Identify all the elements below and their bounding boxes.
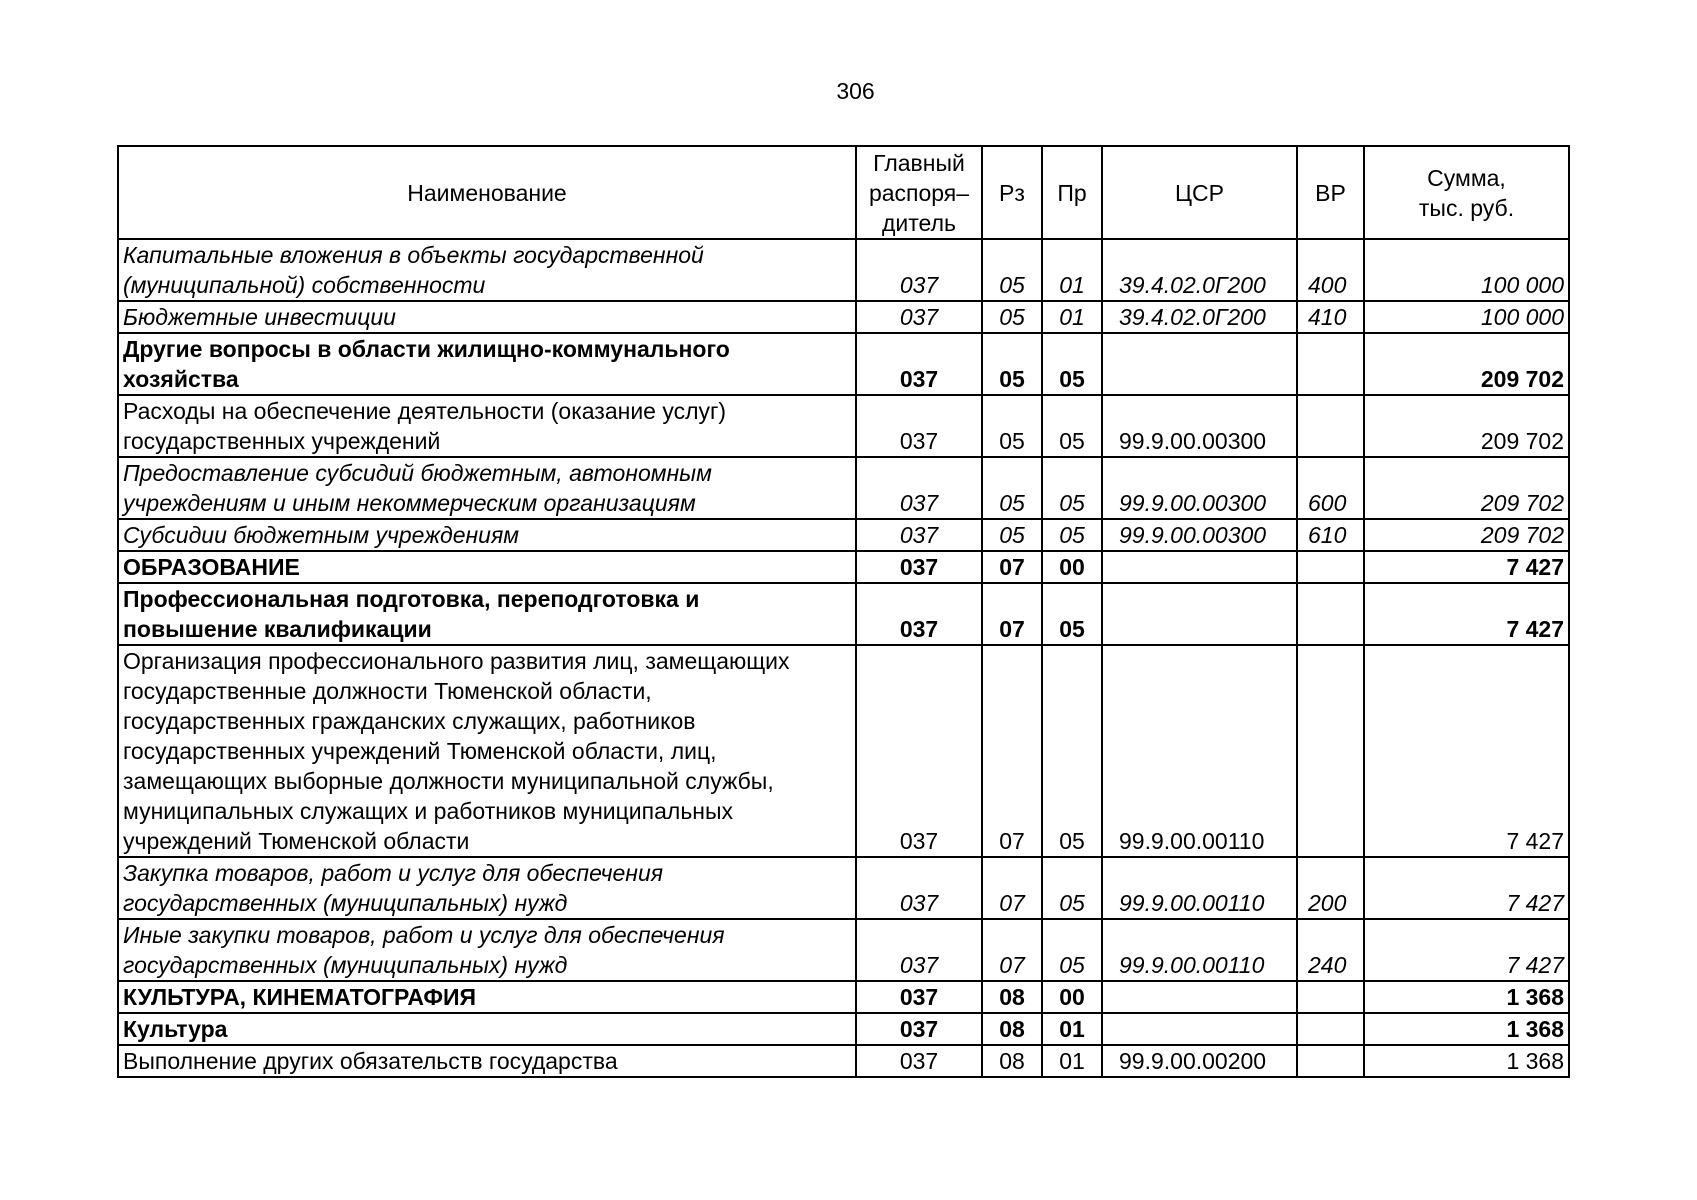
cell-name [118, 1013, 856, 1045]
cell-target-article [1102, 333, 1297, 395]
cell-expense-type: 400 [1297, 239, 1364, 301]
cell-subsection: 05 [1042, 395, 1102, 457]
cell-main-manager: 037 [856, 457, 982, 519]
cell-main-manager: 037 [856, 645, 982, 857]
cell-expense-type: 410 [1297, 301, 1364, 333]
cell-expense-type: 240 [1297, 919, 1364, 981]
cell-target-article [1102, 1013, 1297, 1045]
cell-target-article: 99.9.00.00200 [1102, 1045, 1297, 1077]
cell-expense-type: 610 [1297, 519, 1364, 551]
cell-name-line: КУЛЬТУРА, КИНЕМАТОГРАФИЯ [123, 984, 477, 1010]
cell-target-article: 99.9.00.00110 [1102, 919, 1297, 981]
header-main-manager-line-3: дитель [882, 209, 956, 236]
header-sum-line-2: тыс. руб. [1418, 194, 1515, 221]
cell-subsection: 01 [1042, 1045, 1102, 1077]
cell-subsection: 05 [1042, 857, 1102, 919]
cell-name [118, 333, 856, 395]
cell-sum: 100 000 [1364, 239, 1569, 301]
cell-sum: 1 368 [1364, 981, 1569, 1013]
cell-expense-type [1297, 1013, 1364, 1045]
header-sum-line-1: Сумма, [1427, 164, 1506, 191]
cell-sum: 1 368 [1364, 1045, 1569, 1077]
cell-name-line: Профессиональная подготовка, переподготовка и [123, 586, 700, 612]
cell-sum: 1 368 [1364, 1013, 1569, 1045]
cell-target-article: 99.9.00.00300 [1102, 519, 1297, 551]
cell-name-line: государственных (муниципальных) нужд [123, 952, 568, 978]
header-sum [1364, 146, 1569, 239]
cell-main-manager: 037 [856, 1013, 982, 1045]
cell-main-manager: 037 [856, 857, 982, 919]
cell-name-line: Капитальные вложения в объекты государственной [123, 242, 704, 268]
table-row [118, 519, 1569, 551]
cell-name-line: повышение квалификации [123, 616, 432, 642]
cell-section: 07 [982, 857, 1042, 919]
page-number: 306 [836, 78, 875, 104]
cell-sum: 209 702 [1364, 333, 1569, 395]
cell-subsection: 05 [1042, 583, 1102, 645]
cell-expense-type: 200 [1297, 857, 1364, 919]
cell-name-line: (муниципальной) собственности [123, 272, 486, 298]
cell-section: 08 [982, 1045, 1042, 1077]
cell-name [118, 1045, 856, 1077]
cell-expense-type [1297, 395, 1364, 457]
cell-subsection: 01 [1042, 239, 1102, 301]
cell-target-article: 99.9.00.00300 [1102, 457, 1297, 519]
cell-name-line: государственные должности Тюменской области, [123, 678, 652, 704]
cell-name-line: хозяйства [123, 366, 239, 392]
cell-name-line: государственных учреждений Тюменской области, лиц, [123, 738, 717, 764]
cell-name [118, 645, 856, 857]
table-row [118, 333, 1569, 395]
table-header-row [118, 146, 1569, 239]
cell-sum: 209 702 [1364, 457, 1569, 519]
table-row [118, 239, 1569, 301]
cell-main-manager: 037 [856, 583, 982, 645]
header-name: Наименование [118, 146, 856, 239]
table-row [118, 919, 1569, 981]
cell-section: 08 [982, 1013, 1042, 1045]
cell-name [118, 981, 856, 1013]
cell-name-line: учреждениям и иным некоммерческим организациям [123, 490, 696, 516]
table-body [118, 239, 1569, 1077]
cell-name [118, 551, 856, 583]
budget-table [117, 145, 1570, 1078]
cell-main-manager: 037 [856, 239, 982, 301]
cell-main-manager: 037 [856, 1045, 982, 1077]
cell-section: 07 [982, 919, 1042, 981]
cell-section: 07 [982, 551, 1042, 583]
cell-name-line: государственных учреждений [123, 428, 441, 454]
cell-expense-type: 600 [1297, 457, 1364, 519]
cell-target-article: 99.9.00.00110 [1102, 645, 1297, 857]
cell-main-manager: 037 [856, 395, 982, 457]
cell-section: 07 [982, 583, 1042, 645]
header-expense-type: ВР [1297, 146, 1364, 239]
cell-target-article [1102, 583, 1297, 645]
cell-name-line: государственных гражданских служащих, работников [123, 708, 696, 734]
header-section: Рз [982, 146, 1042, 239]
cell-expense-type [1297, 645, 1364, 857]
header-main-manager [856, 146, 982, 239]
cell-name [118, 857, 856, 919]
cell-name-line: ОБРАЗОВАНИЕ [123, 554, 300, 580]
cell-name-line: замещающих выборные должности муниципальной службы, [123, 768, 774, 794]
cell-main-manager: 037 [856, 519, 982, 551]
cell-sum: 209 702 [1364, 519, 1569, 551]
header-subsection: Пр [1042, 146, 1102, 239]
cell-name [118, 919, 856, 981]
cell-target-article: 39.4.02.0Г200 [1102, 239, 1297, 301]
cell-name-line: Организация профессионального развития лиц, замещающих [123, 648, 790, 674]
cell-name [118, 395, 856, 457]
cell-name-line: Выполнение других обязательств государства [123, 1048, 618, 1074]
cell-name-line: Иные закупки товаров, работ и услуг для обеспечения [123, 922, 725, 948]
cell-target-article: 99.9.00.00300 [1102, 395, 1297, 457]
cell-section: 08 [982, 981, 1042, 1013]
cell-name [118, 519, 856, 551]
table-row [118, 301, 1569, 333]
cell-name [118, 583, 856, 645]
cell-sum: 7 427 [1364, 857, 1569, 919]
cell-name [118, 239, 856, 301]
cell-section: 07 [982, 645, 1042, 857]
cell-name-line: Другие вопросы в области жилищно-коммунального [123, 336, 730, 362]
cell-name [118, 301, 856, 333]
cell-sum: 7 427 [1364, 645, 1569, 857]
cell-subsection: 01 [1042, 1013, 1102, 1045]
cell-name-line: Предоставление субсидий бюджетным, автономным [123, 460, 712, 486]
cell-name-line: муниципальных служащих и работников муниципальных [123, 798, 734, 824]
cell-subsection: 00 [1042, 981, 1102, 1013]
table-row [118, 1045, 1569, 1077]
cell-main-manager: 037 [856, 919, 982, 981]
cell-sum: 7 427 [1364, 583, 1569, 645]
cell-subsection: 05 [1042, 457, 1102, 519]
cell-subsection: 05 [1042, 645, 1102, 857]
cell-main-manager: 037 [856, 551, 982, 583]
cell-name-line: Закупка товаров, работ и услуг для обеспечения [123, 860, 664, 886]
cell-main-manager: 037 [856, 301, 982, 333]
cell-sum: 7 427 [1364, 551, 1569, 583]
cell-section: 05 [982, 239, 1042, 301]
cell-expense-type [1297, 981, 1364, 1013]
cell-sum: 209 702 [1364, 395, 1569, 457]
cell-expense-type [1297, 333, 1364, 395]
cell-section: 05 [982, 457, 1042, 519]
cell-name-line: Расходы на обеспечение деятельности (оказание услуг) [123, 398, 727, 424]
cell-name-line: Культура [123, 1016, 228, 1042]
table-row [118, 1013, 1569, 1045]
cell-subsection: 05 [1042, 333, 1102, 395]
cell-section: 05 [982, 333, 1042, 395]
cell-name-line: Бюджетные инвестиции [123, 304, 396, 330]
cell-expense-type [1297, 551, 1364, 583]
table-row [118, 645, 1569, 857]
table-row [118, 457, 1569, 519]
cell-target-article [1102, 981, 1297, 1013]
header-main-manager-line-2: распоря– [868, 179, 970, 206]
table-row [118, 551, 1569, 583]
cell-main-manager: 037 [856, 333, 982, 395]
cell-main-manager: 037 [856, 981, 982, 1013]
cell-section: 05 [982, 301, 1042, 333]
cell-expense-type [1297, 583, 1364, 645]
cell-subsection: 05 [1042, 519, 1102, 551]
cell-name-line: государственных (муниципальных) нужд [123, 890, 568, 916]
cell-name-line: учреждений Тюменской области [123, 828, 470, 854]
header-main-manager-line-1: Главный [873, 149, 965, 176]
table-row [118, 981, 1569, 1013]
cell-name [118, 457, 856, 519]
cell-subsection: 05 [1042, 919, 1102, 981]
table-row [118, 583, 1569, 645]
cell-target-article [1102, 551, 1297, 583]
cell-sum: 7 427 [1364, 919, 1569, 981]
cell-subsection: 01 [1042, 301, 1102, 333]
cell-target-article: 39.4.02.0Г200 [1102, 301, 1297, 333]
cell-name-line: Субсидии бюджетным учреждениям [123, 522, 520, 548]
cell-section: 05 [982, 519, 1042, 551]
header-target-article: ЦСР [1102, 146, 1297, 239]
cell-section: 05 [982, 395, 1042, 457]
table-row [118, 395, 1569, 457]
cell-target-article: 99.9.00.00110 [1102, 857, 1297, 919]
cell-expense-type [1297, 1045, 1364, 1077]
cell-sum: 100 000 [1364, 301, 1569, 333]
table-row [118, 857, 1569, 919]
cell-subsection: 00 [1042, 551, 1102, 583]
